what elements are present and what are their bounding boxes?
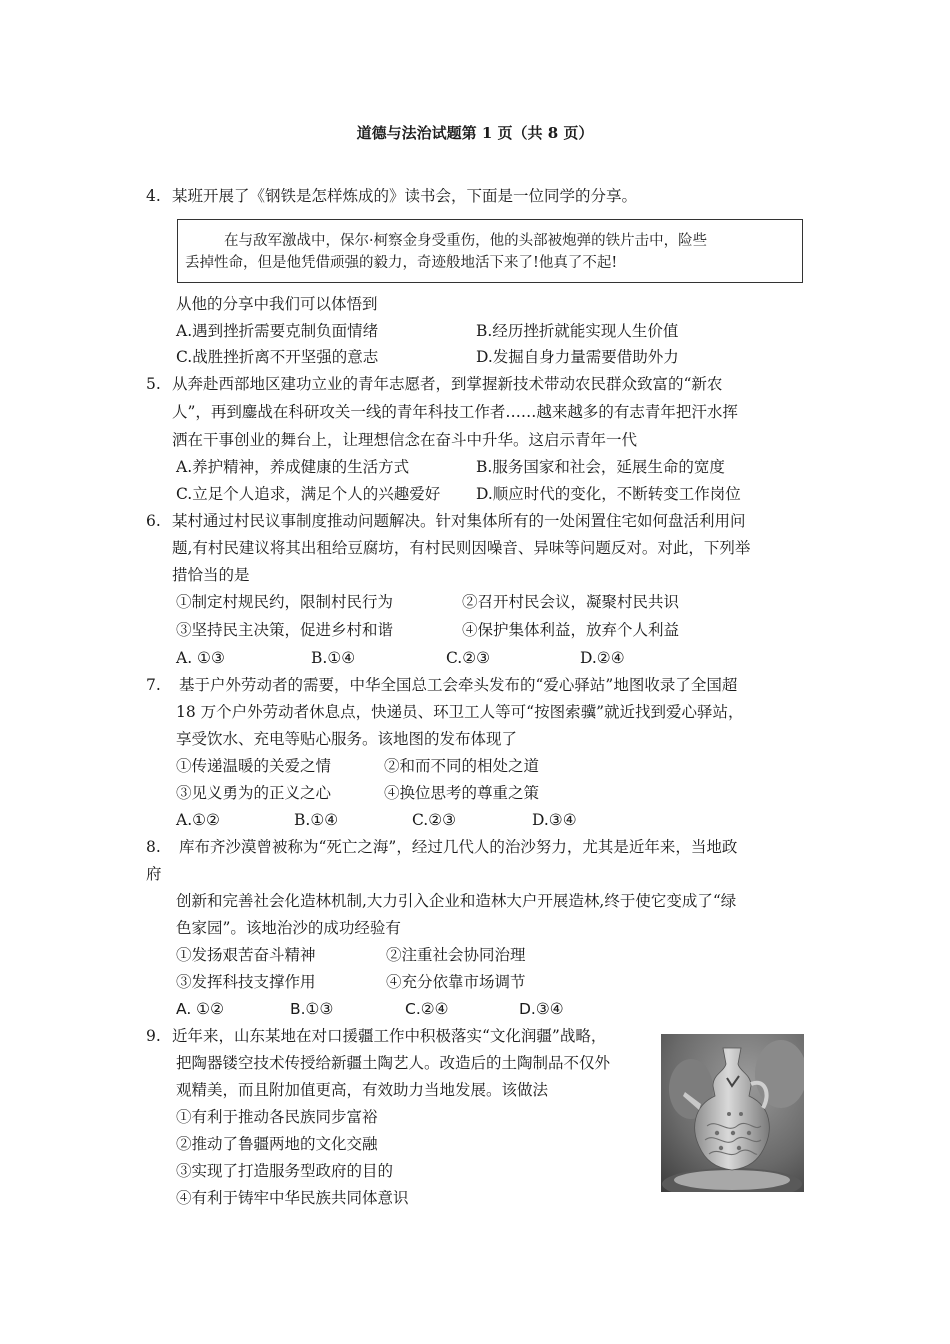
- question-8-line-2: 创新和完善社会化造林机制,大力引入企业和造林大户开展造林,终于使它变成了“绿: [176, 892, 737, 910]
- statement-8-1: ①发扬艰苦奋斗精神: [176, 946, 316, 964]
- question-7-line-3: 享受饮水、充电等贴心服务。该地图的发布体现了: [176, 730, 518, 748]
- statement-9-2: ②推动了鲁疆两地的文化交融: [176, 1135, 378, 1153]
- option-7d[interactable]: D.③④: [532, 811, 577, 829]
- statement-8-4: ④充分依靠市场调节: [386, 973, 526, 991]
- question-9-line-1: 近年来，山东某地在对口援疆工作中积极落实“文化润疆”战略，: [172, 1027, 607, 1045]
- statement-7-4: ④换位思考的尊重之策: [384, 784, 540, 802]
- question-7-line-2: 18 万个户外劳动者休息点，快递员、环卫工人等可“按图索骥”就近找到爱心驿站，: [176, 703, 744, 721]
- option-5d[interactable]: D.顺应时代的变化，不断转变工作岗位: [476, 485, 741, 503]
- option-5a[interactable]: A.养护精神，养成健康的生活方式: [176, 458, 410, 476]
- question-9-line-2: 把陶器镂空技术传授给新疆土陶艺人。改造后的土陶制品不仅外: [176, 1054, 611, 1072]
- question-4-stem: 某班开展了《钢铁是怎样炼成的》读书会，下面是一位同学的分享。: [172, 187, 638, 205]
- statement-8-3: ③发挥科技支撑作用: [176, 973, 316, 991]
- statement-6-2: ②召开村民会议，凝聚村民共识: [462, 593, 680, 611]
- question-5-line-2: 人”，再到鏖战在科研攻关一线的青年科技工作者……越来越多的有志青年把汗水挥: [172, 403, 738, 421]
- option-8c[interactable]: C.②④: [405, 1000, 449, 1018]
- option-7a[interactable]: A.①②: [176, 811, 220, 829]
- question-5-line-1: 从奔赴西部地区建功立业的青年志愿者，到掌握新技术带动农民群众致富的“新农: [172, 375, 723, 393]
- statement-6-3: ③坚持民主决策，促进乡村和谐: [176, 621, 394, 639]
- option-5c[interactable]: C.立足个人追求，满足个人的兴趣爱好: [176, 485, 441, 503]
- question-6-number: 6.: [146, 512, 161, 530]
- question-5-line-3: 洒在干事创业的舞台上，让理想信念在奋斗中升华。这启示青年一代: [172, 431, 638, 449]
- quote-line-2: 丢掉性命，但是他凭借顽强的毅力，奇迹般地活下来了!他真了不起!: [185, 255, 618, 271]
- statement-6-1: ①制定村规民约，限制村民行为: [176, 593, 394, 611]
- question-4-prompt: 从他的分享中我们可以体悟到: [176, 295, 378, 313]
- pottery-vase-image: [661, 1034, 804, 1192]
- option-8a[interactable]: A. ①②: [176, 1000, 224, 1018]
- option-6a[interactable]: A. ①③: [176, 649, 225, 667]
- question-8-line-3: 色家园”。该地治沙的成功经验有: [176, 919, 401, 937]
- statement-9-1: ①有利于推动各民族同步富裕: [176, 1108, 378, 1126]
- statement-6-4: ④保护集体利益，放弃个人利益: [462, 621, 680, 639]
- question-7-line-1: 基于户外劳动者的需要，中华全国总工会牵头发布的“爱心驿站”地图收录了全国超: [179, 676, 738, 694]
- option-6b[interactable]: B.①④: [311, 649, 356, 667]
- option-6c[interactable]: C.②③: [446, 649, 491, 667]
- question-6-line-3: 措恰当的是: [172, 566, 250, 584]
- statement-9-4: ④有利于铸牢中华民族共同体意识: [176, 1189, 409, 1207]
- option-7c[interactable]: C.②③: [412, 811, 457, 829]
- question-9-number: 9.: [146, 1027, 161, 1045]
- statement-7-2: ②和而不同的相处之道: [384, 757, 540, 775]
- question-8-line-1-wrap: 府: [146, 865, 162, 883]
- statement-9-3: ③实现了打造服务型政府的目的: [176, 1162, 394, 1180]
- question-8-line-1: 库布齐沙漠曾被称为“死亡之海”，经过几代人的治沙努力，尤其是近年来，当地政: [179, 838, 738, 856]
- question-8-number: 8.: [146, 838, 161, 856]
- page-header: 道德与法治试题第 1 页（共 8 页）: [356, 124, 594, 142]
- option-8d[interactable]: D.③④: [519, 1000, 564, 1018]
- quote-box: [177, 219, 803, 283]
- pottery-photo: [661, 1034, 804, 1192]
- question-4-number: 4.: [146, 187, 161, 205]
- option-8b[interactable]: B.①③: [290, 1000, 334, 1018]
- option-5b[interactable]: B.服务国家和社会，延展生命的宽度: [476, 458, 725, 476]
- statement-7-1: ①传递温暖的关爱之情: [176, 757, 332, 775]
- statement-8-2: ②注重社会协同治理: [386, 946, 526, 964]
- quote-line-1: 在与敌军激战中，保尔·柯察金身受重伤，他的头部被炮弹的铁片击中，险些: [224, 233, 708, 249]
- option-4b[interactable]: B.经历挫折就能实现人生价值: [476, 322, 679, 340]
- option-4a[interactable]: A.遇到挫折需要克制负面情绪: [176, 322, 379, 340]
- statement-7-3: ③见义勇为的正义之心: [176, 784, 332, 802]
- question-9-line-3: 观精美，而且附加值更高，有效助力当地发展。该做法: [176, 1081, 549, 1099]
- question-6-line-2: 题,有村民建议将其出租给豆腐坊，有村民则因噪音、异味等问题反对。对此，下列举: [172, 539, 751, 557]
- option-7b[interactable]: B.①④: [294, 811, 339, 829]
- question-5-number: 5.: [146, 375, 161, 393]
- option-4c[interactable]: C.战胜挫折离不开坚强的意志: [176, 348, 379, 366]
- option-4d[interactable]: D.发掘自身力量需要借助外力: [476, 348, 679, 366]
- option-6d[interactable]: D.②④: [580, 649, 625, 667]
- question-6-line-1: 某村通过村民议事制度推动问题解决。针对集体所有的一处闲置住宅如何盘活利用问: [172, 512, 746, 530]
- question-7-number: 7.: [146, 676, 161, 694]
